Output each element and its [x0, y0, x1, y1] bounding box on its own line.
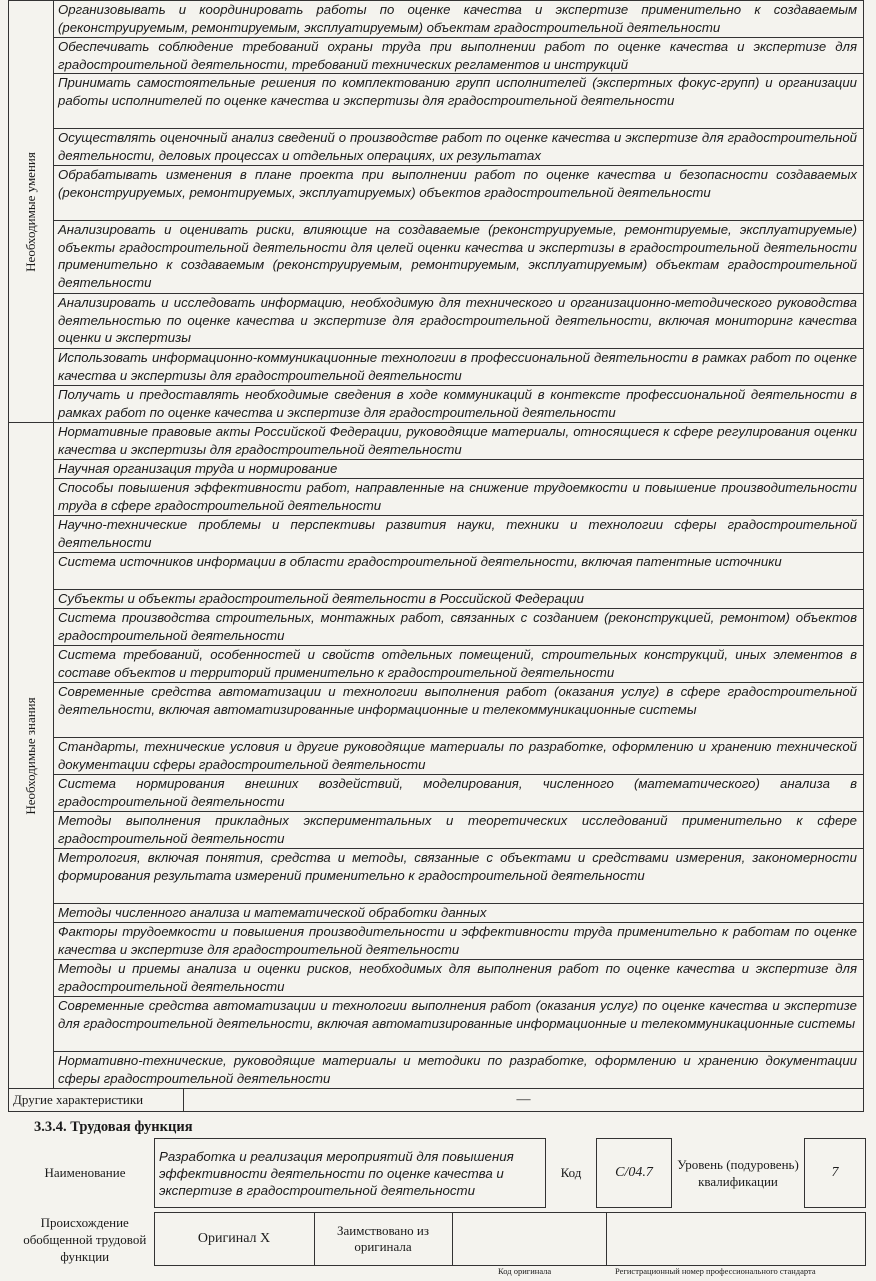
skills-item: Организовывать и координировать работы по оценке качества и экспертизе применительно к создаваемым (реконструируемым, ремонтируемым, эксплуатируемым) объектам градостроительной деятельности	[54, 1, 864, 38]
knowledge-item: Методы выполнения прикладных экспериментальных и теоретических исследований применительно к сфере градостроительной деятельности	[54, 812, 864, 849]
origin-borrowed: Заимствовано из оригинала	[314, 1213, 452, 1266]
reg-caption: Регистрационный номер профессионального стандарта	[615, 1266, 816, 1276]
knowledge-item: Методы численного анализа и математической обработки данных	[54, 904, 864, 923]
skills-item: Обрабатывать изменения в плане проекта при выполнении работ по оценке качества и безопасности создаваемых (реконструируемых, ремонтируемых, эксплуатируемых) объектов градостроительной деятельности	[54, 166, 864, 221]
function-name: Разработка и реализация мероприятий для повышения эффективности деятельности по оценке качества и экспертизе в градостроительной деятельности	[154, 1138, 546, 1208]
knowledge-item: Субъекты и объекты градостроительной деятельности в Российской Федерации	[54, 590, 864, 609]
knowledge-item: Способы повышения эффективности работ, направленные на снижение трудоемкости и повышение производительности труда в сфере градостроительной деятельности	[54, 479, 864, 516]
knowledge-item: Нормативные правовые акты Российской Федерации, руководящие материалы, относящиеся к сфере регулирования оценки качества и экспертизы для градостроительной деятельности	[54, 423, 864, 460]
knowledge-item: Система требований, особенностей и свойств отдельных помещений, строительных конструкций, иных элементов в составе объектов и территорий применительно к градостроительной деятельности	[54, 646, 864, 683]
knowledge-item: Нормативно-технические, руководящие материалы и методики по разработке, оформлению и хранению документации сферы градостроительной деятельности	[54, 1052, 864, 1089]
other-label: Другие характеристики	[9, 1089, 184, 1112]
labor-function-table	[16, 1138, 866, 1208]
origin-table	[16, 1212, 866, 1266]
origin-label: Происхождение обобщенной трудовой функции	[23, 1214, 147, 1264]
skills-label: Необходимые умения	[23, 151, 38, 272]
section-title: 3.3.4. Трудовая функция	[34, 1119, 193, 1135]
skills-item: Анализировать и исследовать информацию, необходимую для технического и организационно-методического руководства деятельностью по оценке качества и экспертизе для градостроительной деятельности, включая мониторинг качества оценки и экспертизы	[54, 294, 864, 349]
knowledge-item: Система нормирования внешних воздействий, моделирования, численного (математического) анализа в градостроительной деятельности	[54, 775, 864, 812]
level-label: Уровень (подуровень) квалификации	[677, 1157, 799, 1189]
skills-item: Осуществлять оценочный анализ сведений о производстве работ по оценке качества и экспертизе для градостроительной деятельности, деловых процессах и отдельных операциях, их результатах	[54, 129, 864, 166]
knowledge-item: Система производства строительных, монтажных работ, связанных с созданием (реконструкцией, ремонтом) объектов градостроительной деятельности	[54, 609, 864, 646]
requirements-table	[8, 0, 864, 1112]
skills-label-cell	[9, 1, 54, 423]
skills-item: Обеспечивать соблюдение требований охраны труда при выполнении работ по оценке качества и экспертизе для градостроительной деятельности, требований технических регламентов и инструкций	[54, 38, 864, 74]
origin-code-cell	[452, 1213, 606, 1266]
knowledge-label: Необходимые знания	[23, 697, 38, 815]
knowledge-item: Методы и приемы анализа и оценки рисков, необходимых для выполнения работ по оценке качества и экспертизе для градостроительной деятельности	[54, 960, 864, 997]
code-label: Код	[560, 1165, 582, 1180]
origin-reg-cell	[606, 1213, 866, 1266]
knowledge-item: Факторы трудоемкости и повышения производительности и эффективности труда применительно к работам по оценке качества и экспертизе для градостроительной деятельности	[54, 923, 864, 960]
knowledge-item: Система источников информации в области градостроительной деятельности, включая патентные источники	[54, 553, 864, 590]
skills-item: Получать и предоставлять необходимые сведения в ходе коммуникаций в контексте профессиональной деятельности в рамках работ по оценке качества и экспертизе для градостроительной деятельности	[54, 386, 864, 423]
knowledge-item: Научная организация труда и нормирование	[54, 460, 864, 479]
skills-item: Использовать информационно-коммуникационные технологии в профессиональной деятельности в рамках работ по оценке качества и экспертизы для градостроительной деятельности	[54, 349, 864, 386]
origin-original: Оригинал X	[154, 1213, 314, 1266]
name-label: Наименование	[44, 1165, 126, 1180]
knowledge-label-cell	[9, 423, 54, 1089]
skills-item: Принимать самостоятельные решения по комплектованию групп исполнителей (экспертных фокус-групп) и организации работы исполнителей по оценке качества и экспертизы для градостроительной деятельности	[54, 74, 864, 129]
level-value: 7	[804, 1138, 866, 1208]
knowledge-item: Научно-технические проблемы и перспективы развития науки, техники и технологии сферы градостроительной деятельности	[54, 516, 864, 553]
function-code: C/04.7	[596, 1138, 672, 1208]
knowledge-item: Стандарты, технические условия и другие руководящие материалы по разработке, оформлению и хранению технической документации сферы градостроительной деятельности	[54, 738, 864, 775]
knowledge-item: Современные средства автоматизации и технологии выполнения работ (оказания услуг) по оценке качества и экспертизе для градостроительной деятельности, включая автоматизированные информационные и телекоммуникационные системы	[54, 997, 864, 1052]
code-caption: Код оригинала	[498, 1266, 552, 1276]
knowledge-item: Современные средства автоматизации и технологии выполнения работ (оказания услуг) в сфере градостроительной деятельности, включая автоматизированные информационные и телекоммуникационные системы	[54, 683, 864, 738]
other-value: —	[184, 1089, 864, 1112]
knowledge-item: Метрология, включая понятия, средства и методы, связанные с объектами и средствами измерения, закономерности формирования результата измерений применительно к градостроительной деятельности	[54, 849, 864, 904]
skills-item: Анализировать и оценивать риски, влияющие на создаваемые (реконструируемые, ремонтируемые, эксплуатируемые) объекты градостроительной деятельности для целей оценки качества и экспертизы в градостроительной деятельности применительно к создаваемым (реконструируемым, ремонтируемым, эксплуатируемым) объектам градостроительной деятельности	[54, 221, 864, 294]
